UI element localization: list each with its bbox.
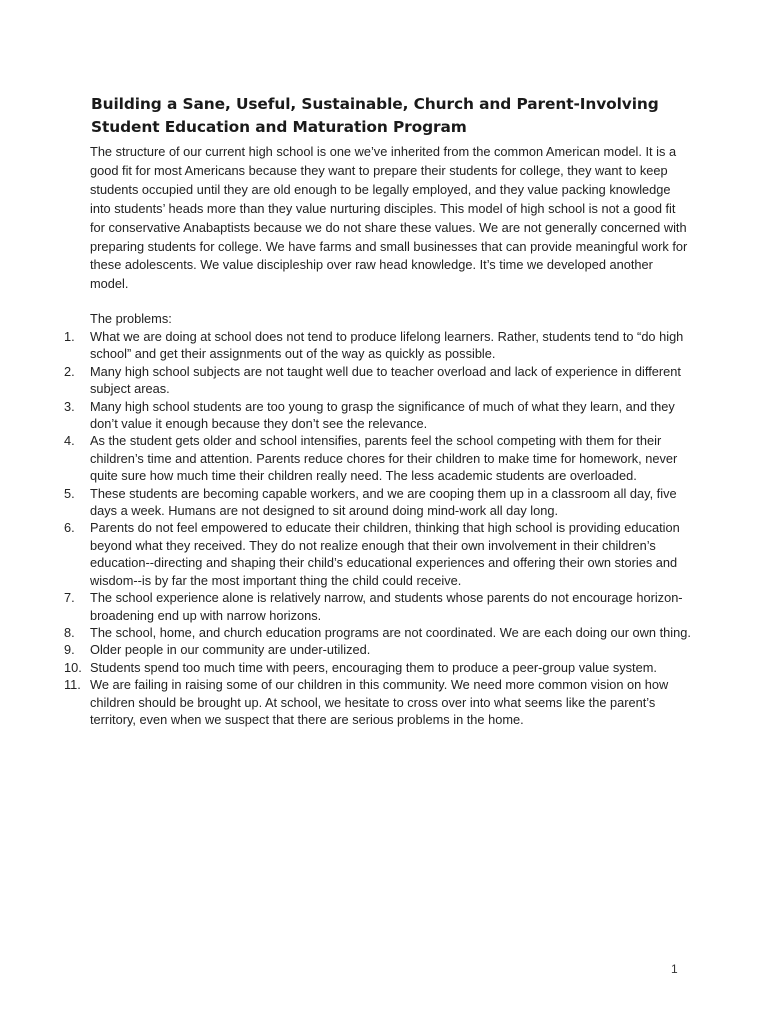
- list-item-number: 2.: [64, 363, 75, 379]
- list-item: [64, 589, 692, 624]
- intro-paragraph: The structure of our current high school is one we’ve inherited from the common American model. It is a good fit for most Americans because they want to prepare their students for college, they want to keep students occupied until they are old enough to be legally employed, and they value packing knowledge into students’ heads more than they value nurturing disciples. This model of high school is not a good fit for conservative Anabaptists because we do not share these values. We are not generally concerned with preparing students for college. We have farms and small businesses that can provide meaningful work for these adolescents. We value discipleship over raw head knowledge. It’s time we developed another model.: [90, 144, 688, 292]
- problems-heading: The problems:: [90, 311, 172, 326]
- list-item-text: Students spend too much time with peers, encouraging them to produce a peer-group value system.: [90, 659, 657, 675]
- list-item-text: We are failing in raising some of our children in this community. We need more common vision on how children should be brought up. At school, we hesitate to cross over into what seems like the parent’s territory, even when we suspect that there are serious problems in the home.: [90, 677, 669, 727]
- list-item-text: Older people in our community are under-utilized.: [90, 642, 371, 658]
- list-item-text: What we are doing at school does not tend to produce lifelong learners. Rather, students tend to “do high school” and get their assignments out of the way as quickly as possible.: [90, 329, 684, 362]
- list-item: [64, 328, 692, 363]
- list-item-text: These students are becoming capable workers, and we are cooping them up in a classroom all day, five days a week. Humans are not designed to sit around doing mind-work all day long.: [90, 485, 677, 519]
- list-item-number: 3.: [64, 398, 75, 414]
- list-item-text: As the student gets older and school intensifies, parents feel the school competing with them for their children’s time and attention. Parents reduce chores for their children to make time for homework, never quite sure how much time their children really need. The less academic students are overloaded.: [90, 433, 678, 484]
- list-item: [64, 485, 692, 520]
- problems-list: [64, 328, 692, 728]
- list-item: [64, 432, 692, 484]
- list-item: [64, 624, 692, 641]
- list-item-text: Many high school students are too young to grasp the significance of much of what they learn, and they don’t value it enough because they don’t see the relevance.: [90, 398, 675, 432]
- list-item-text: Parents do not feel empowered to educate their children, thinking that high school is providing education beyond what they received. They do not realize enough that their own involvement in their children’s education--directing and shaping their child’s educational experiences and offering their own stories and wisdom--is by far the most important thing the child could receive.: [90, 520, 680, 588]
- list-item-number: 11.: [64, 677, 81, 693]
- list-item: [64, 398, 692, 433]
- list-item: [64, 676, 692, 728]
- list-item: [64, 519, 692, 589]
- list-item-number: 6.: [64, 520, 75, 536]
- list-item-text: The school, home, and church education programs are not coordinated. We are each doing our own thing.: [90, 624, 691, 640]
- page-number: 1: [671, 962, 678, 976]
- list-item-number: 7.: [64, 590, 75, 606]
- list-item: [64, 659, 692, 676]
- list-item-text: The school experience alone is relatively narrow, and students whose parents do not encourage horizon-broadening end up with narrow horizons.: [90, 590, 683, 623]
- list-item-number: 9.: [64, 642, 75, 658]
- list-item: [64, 641, 692, 658]
- list-item: [64, 363, 692, 398]
- list-item-text: Many high school subjects are not taught well due to teacher overload and lack of experience in different subject areas.: [90, 363, 681, 397]
- list-item-number: 4.: [64, 433, 75, 449]
- list-item-number: 8.: [64, 624, 75, 640]
- list-item-number: 10.: [64, 659, 82, 675]
- document-title: Building a Sane, Useful, Sustainable, Church and Parent-Involving Student Education and Maturation Program: [91, 95, 659, 136]
- list-item-number: 1.: [64, 329, 75, 344]
- list-item-number: 5.: [64, 485, 75, 501]
